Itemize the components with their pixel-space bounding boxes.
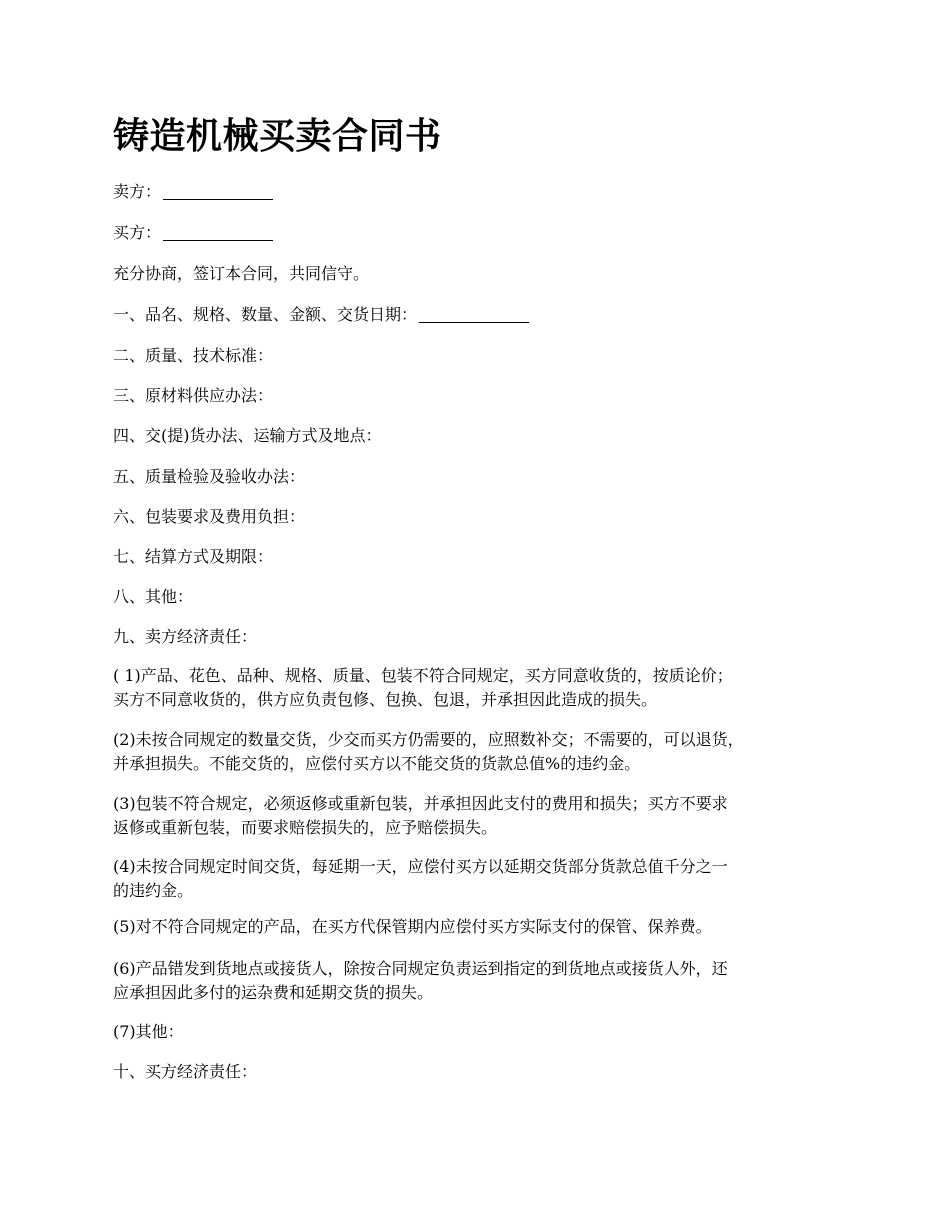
clause-5: 五、质量检验及验收办法： <box>113 467 306 486</box>
seller-liability-4 <box>113 855 838 903</box>
seller-liability-1-line-2: 买方不同意收货的，供方应负责包修、包换、包退，并承担因此造成的损失。 <box>113 690 658 709</box>
seller-label: 卖方： <box>113 182 162 201</box>
seller-liability-4-line-2: 的违约金。 <box>113 881 194 900</box>
clause-1-blank[interactable] <box>419 306 529 323</box>
seller-liability-6 <box>113 957 838 1005</box>
clause-4: 四、交(提)货办法、运输方式及地点： <box>113 426 382 445</box>
clause-8: 八、其他： <box>113 587 194 606</box>
clause-1 <box>113 304 529 326</box>
seller-liability-7: (7)其他： <box>113 1022 184 1041</box>
clause-1-text: 一、品名、规格、数量、金额、交货日期： <box>113 305 418 324</box>
seller-liability-2 <box>113 728 838 776</box>
seller-line <box>113 181 273 203</box>
clause-7: 七、结算方式及期限： <box>113 547 274 566</box>
clause-3: 三、原材料供应办法： <box>113 386 274 405</box>
clause-9: 九、卖方经济责任： <box>113 627 258 646</box>
clause-10: 十、买方经济责任： <box>113 1062 258 1081</box>
clause-2: 二、质量、技术标准： <box>113 346 274 365</box>
seller-liability-5: (5)对不符合同规定的产品，在买方代保管期内应偿付买方实际支付的保管、保养费。 <box>113 917 712 936</box>
buyer-line <box>113 222 273 244</box>
seller-liability-1-line-1: ( 1)产品、花色、品种、规格、质量、包装不符合同规定，买方同意收货的，按质论价； <box>113 666 733 685</box>
buyer-blank[interactable] <box>163 224 273 241</box>
seller-liability-3-line-2: 返修或重新包装，而要求赔偿损失的，应予赔偿损失。 <box>113 818 498 837</box>
seller-liability-4-line-1: (4)未按合同规定时间交货，每延期一天，应偿付买方以延期交货部分货款总值千分之一 <box>113 857 728 876</box>
seller-liability-3 <box>113 792 838 840</box>
seller-liability-6-line-2: 应承担因此多付的运杂费和延期交货的损失。 <box>113 983 434 1002</box>
buyer-label: 买方： <box>113 223 162 242</box>
seller-liability-2-line-2: 并承担损失。不能交货的，应偿付买方以不能交货的货款总值%的违约金。 <box>113 754 641 773</box>
clause-6: 六、包装要求及费用负担： <box>113 507 306 526</box>
seller-liability-1 <box>113 664 838 712</box>
seller-liability-3-line-1: (3)包装不符合规定，必须返修或重新包装，并承担因此支付的费用和损失；买方不要求 <box>113 794 728 813</box>
seller-liability-2-line-1: (2)未按合同规定的数量交货，少交而买方仍需要的，应照数补交；不需要的，可以退货， <box>113 730 744 749</box>
seller-blank[interactable] <box>163 183 273 200</box>
page-title: 铸造机械买卖合同书 <box>113 116 442 157</box>
seller-liability-6-line-1: (6)产品错发到货地点或接货人，除按合同规定负责运到指定的到货地点或接货人外，还 <box>113 959 728 978</box>
intro-text: 充分协商，签订本合同，共同信守。 <box>113 264 370 283</box>
